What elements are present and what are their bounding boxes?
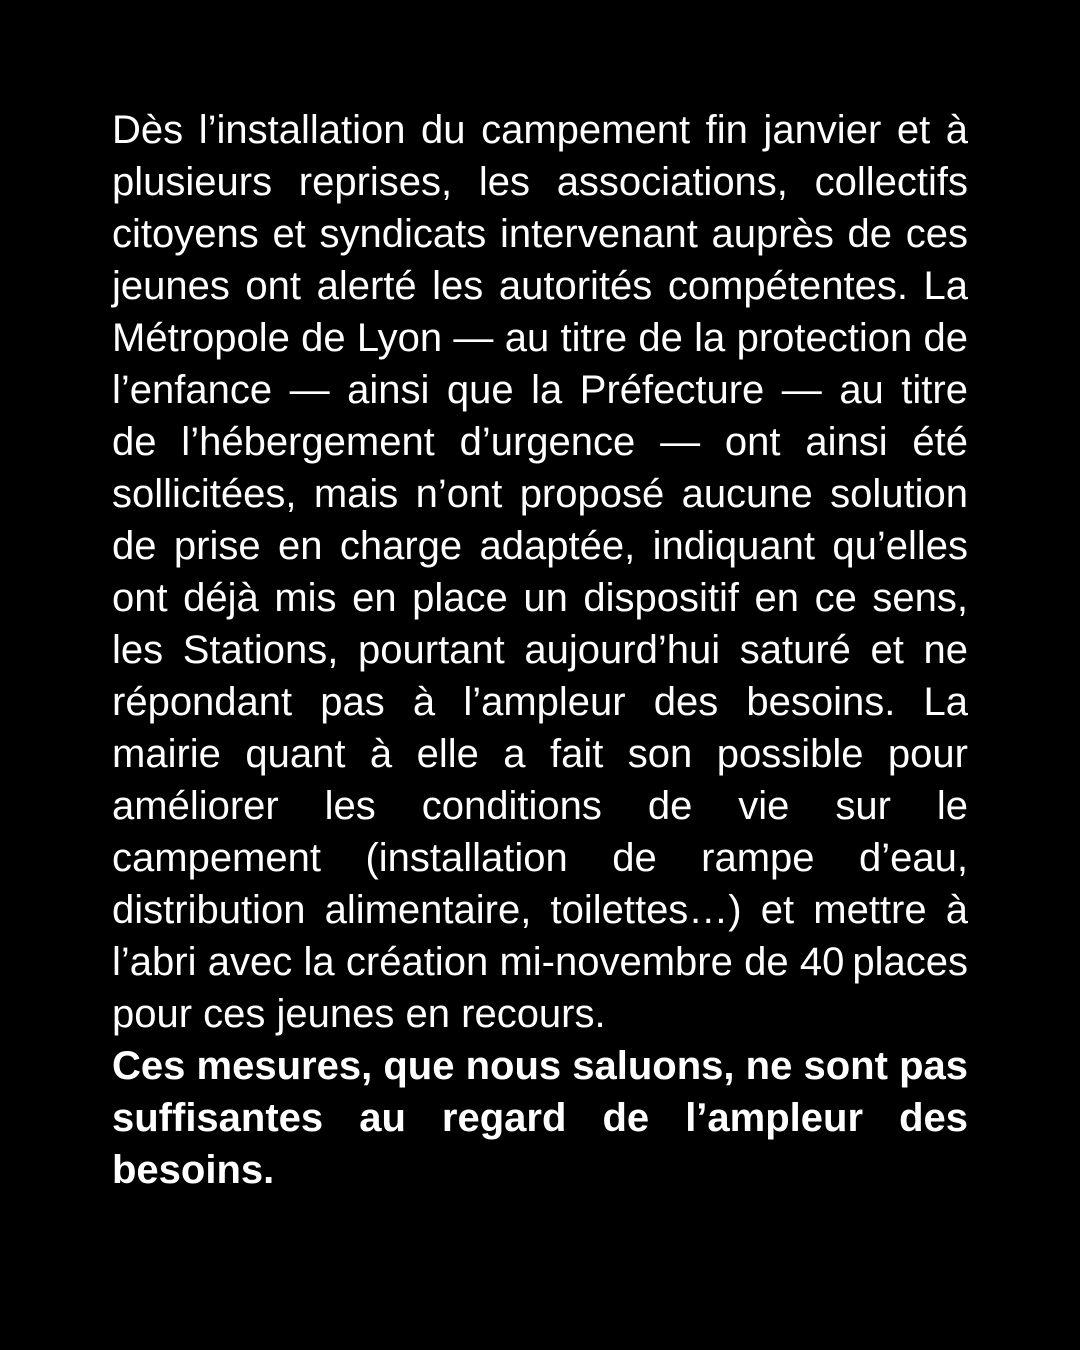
post-paragraph: Dès l’installation du campement fin janvier et à plusieurs reprises, les associations, collectifs citoyens et syndicats intervenant auprès de ces jeunes ont alerté les autorités compétentes. La Métropole de Lyon — au titre de la protection de l’enfance — ainsi que la Préfecture — au titre de l’hébergement d’urgence — ont ainsi été sollicitées, mais n’ont proposé aucune solution de prise en charge adaptée, indiquant qu’elles ont déjà mis en place un dispositif en ce sens, les Stations, pourtant aujourd’hui saturé et ne répondant pas à l’ampleur des besoins. La mairie quant à elle a fait son possible pour améliorer les conditions de vie sur le campement (installation de rampe d’eau, distribution alimentaire, toilettes…) et mettre à l’abri avec la création mi-novembre de 40 places pour ces jeunes en recours.	[112, 108, 968, 1036]
post-text-block	[112, 104, 968, 1196]
post-emphasis-paragraph: Ces mesures, que nous saluons, ne sont pas suffisantes au regard de l’ampleur des besoins.	[112, 1044, 968, 1192]
